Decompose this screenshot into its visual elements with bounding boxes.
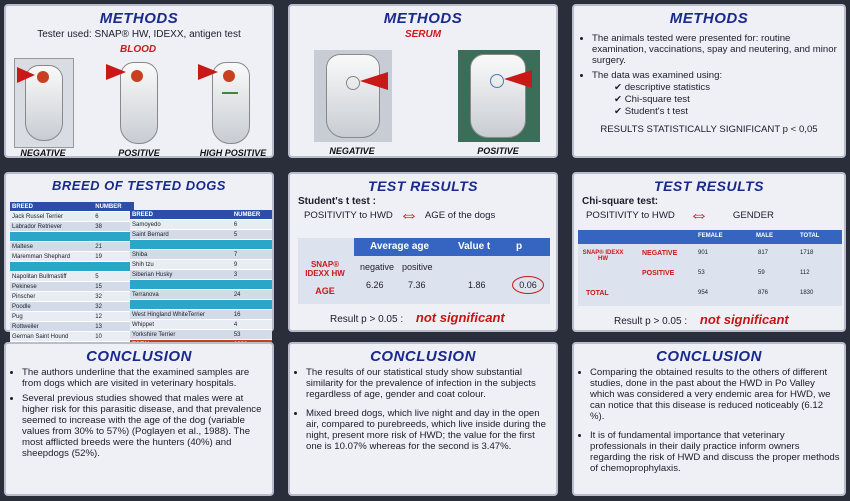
table-cell: Labrador Retriever <box>10 222 93 232</box>
list-item: • Mixed breed dogs, which live night and day in the open air, compared to purebreeds, which live inside during the night, present more risk of HWD; the value for the first one is 10.07% whereas for the second is 3.47%. <box>306 408 552 452</box>
table-row <box>10 312 134 322</box>
conclusion-panel-2 <box>288 342 558 496</box>
table-row <box>130 240 272 250</box>
table-row <box>10 302 134 312</box>
test-photo-negative <box>14 58 74 148</box>
arrow-icon <box>106 64 126 80</box>
table-cell: 19 <box>93 252 134 262</box>
table-cell: 13 <box>93 322 134 332</box>
table-cell: 38 <box>93 222 134 232</box>
table-cell: Whippet <box>130 320 232 330</box>
arrow-icon <box>198 64 218 80</box>
row-label: TOTAL <box>586 290 609 297</box>
comparison: POSITIVITY to HWD ⇔ AGE of the dogs <box>304 204 496 226</box>
double-arrow-icon: ⇔ <box>688 204 709 226</box>
check-icon: ✔ <box>614 94 625 105</box>
table-cell: 21 <box>93 242 134 252</box>
table-row <box>10 212 134 222</box>
list-item: • The animals tested were presented for: routine examination, vaccinations, spay and neutering, and minor surgery. <box>592 33 844 66</box>
table-cell: 10 <box>93 332 134 342</box>
methods-panel-data <box>572 4 846 158</box>
table-row <box>130 320 272 330</box>
list-item: • The results of our statistical study show substantial similarity for the prevalence of infection in the subjects regardless of age, gender and coat colour. <box>306 367 552 400</box>
table-cell: 1830 <box>800 290 814 296</box>
table-row <box>10 282 134 292</box>
label-positive: POSITIVE <box>118 148 160 158</box>
table-row <box>10 272 134 282</box>
list-item: • Several previous studies showed that males were at higher risk for this parasitic disease, and that prevalence seemed to increase with the age of the dog (variable values from 30% to 57%) (Poglayen et al., 1988). The most afflicted breeds were the hunters (40%) and sheepdogs (52%). <box>22 393 268 459</box>
results-table: Average age Value t p SNAP® IDEXX HW AGE negative positive 6.26 7.36 1.86 0.06 <box>298 238 550 304</box>
methods-title: METHODS <box>383 10 463 27</box>
table-cell: Shiba <box>130 250 232 260</box>
table-cell: 53 <box>698 270 705 276</box>
arrow-icon <box>504 70 532 88</box>
double-arrow-icon: ⇔ <box>398 204 419 226</box>
row-label: NEGATIVE <box>642 250 678 257</box>
table-row <box>130 290 272 300</box>
table-cell: 6 <box>93 212 134 222</box>
conclusion-title: CONCLUSION <box>86 348 192 365</box>
table-cell <box>130 300 232 310</box>
blood-label: BLOOD <box>120 44 157 55</box>
table-cell <box>10 232 93 242</box>
table-row <box>10 252 134 262</box>
test-results-title: TEST RESULTS <box>654 178 764 194</box>
check-icon: ✔ <box>614 82 625 93</box>
table-cell <box>93 262 134 272</box>
table-cell <box>232 240 272 250</box>
table-cell: Shih tzu <box>130 260 232 270</box>
table-row <box>130 230 272 240</box>
list-item: ✔ Student's t test <box>614 106 688 117</box>
table-cell <box>93 232 134 242</box>
table-row <box>10 262 134 272</box>
conclusion-bullets <box>292 367 552 452</box>
table-row <box>130 280 272 290</box>
table-cell <box>232 280 272 290</box>
label-high-positive: HIGH POSITIVE <box>199 148 267 158</box>
list-item: ✔ Chi-square test <box>614 94 690 105</box>
table-row <box>130 220 272 230</box>
table-row <box>10 322 134 332</box>
arrow-icon <box>17 67 35 83</box>
test-photo-negative <box>314 50 392 142</box>
label-negative: NEGATIVE <box>20 148 66 158</box>
table-cell: 6 <box>232 220 272 230</box>
table-row <box>130 310 272 320</box>
tester-text: Tester used: SNAP® HW, IDEXX, antigen test <box>37 29 241 40</box>
p-value-circled: 0.06 <box>512 276 544 294</box>
methods-panel-blood <box>4 4 274 158</box>
list-item: • The authors underline that the examined samples are from dogs which are visited in veterinary hospitals. <box>22 367 268 389</box>
list-item: ✔ descriptive statistics <box>614 82 711 93</box>
table-cell: Rottweiler <box>10 322 93 332</box>
table-row <box>10 332 134 342</box>
table-row <box>130 270 272 280</box>
table-cell: 817 <box>758 250 769 256</box>
table-cell: Saint Bernard <box>130 230 232 240</box>
table-cell: 1718 <box>800 250 814 256</box>
methods-bullets <box>578 33 844 81</box>
table-cell: Pekinese <box>10 282 93 292</box>
significance-result: RESULTS STATISTICALLY SIGNIFICANT p < 0,05 <box>600 124 818 135</box>
table-cell: Terranova <box>130 290 232 300</box>
table-cell <box>232 300 272 310</box>
table-cell: 24 <box>232 290 272 300</box>
table-cell: Jack Russel Terrier <box>10 212 93 222</box>
table-cell: German Saint Hound <box>10 332 93 342</box>
chi-table: FEMALE MALE TOTAL SNAP® IDEXX HW NEGATIVE 901 817 1718 POSITIVE 53 59 112 TOTAL 954 876 1830 <box>578 230 842 306</box>
table-cell: West Hingland WhiteTerrier <box>130 310 232 320</box>
table-cell: 59 <box>758 270 765 276</box>
list-item: • Comparing the obtained results to the others of different studies, done in the past about the HWD in Po Valley which was considered a very endemic area for HWD, we can notice that this disease is reduced noticeably (6.12 %). <box>590 367 840 422</box>
test-results-panel-chi <box>572 172 846 332</box>
methods-title: METHODS <box>99 10 179 27</box>
result-line: Result p > 0.05 : not significant <box>614 312 789 327</box>
label-positive: POSITIVE <box>477 146 519 156</box>
table-row <box>10 232 134 242</box>
conclusion-panel-3 <box>572 342 846 496</box>
breed-table-right: BREED NUMBER Samoyedo 6 Saint Bernard 5 Shiba 7 Shih tzu 9 Siberian Husky 3 Terranova 24 West Hingland WhiteTerrier 16 Whippet 4 Yorkshire Terrier 53 <box>130 210 272 350</box>
conclusion-bullets <box>576 367 840 474</box>
table-cell: 12 <box>93 312 134 322</box>
table-row <box>130 260 272 270</box>
test-subtitle: Chi-square test: <box>582 196 659 207</box>
table-cell: Maltese <box>10 242 93 252</box>
table-cell: Samoyedo <box>130 220 232 230</box>
table-cell <box>130 240 232 250</box>
table-cell: 32 <box>93 302 134 312</box>
table-cell: 901 <box>698 250 709 256</box>
table-cell <box>10 262 93 272</box>
breed-panel <box>4 172 274 340</box>
table-cell: Siberian Husky <box>130 270 232 280</box>
conclusion-title: CONCLUSION <box>370 348 476 365</box>
list-item: • It is of fundamental importance that veterinary professionals in their daily practice inform owners regarding the risk of HWD and discuss the proper methods of chemoprophylaxis. <box>590 430 840 474</box>
table-cell: 9 <box>232 260 272 270</box>
test-subtitle: Student's t test : <box>298 196 376 207</box>
checklist <box>574 82 844 118</box>
test-results-title: TEST RESULTS <box>368 178 478 194</box>
row-label: POSITIVE <box>642 270 675 277</box>
table-cell: Poodle <box>10 302 93 312</box>
conclusion-panel-1 <box>4 342 274 496</box>
table-row <box>130 330 272 340</box>
table-row <box>10 242 134 252</box>
test-photo-positive <box>458 50 540 142</box>
table-row <box>130 300 272 310</box>
table-cell: Maremman Shephard <box>10 252 93 262</box>
conclusion-bullets <box>8 367 268 459</box>
table-cell: 53 <box>232 330 272 340</box>
methods-panel-serum <box>288 4 558 158</box>
comparison: POSITIVITY to HWD ⇔ GENDER <box>586 204 774 226</box>
test-results-panel-t <box>288 172 558 332</box>
table-cell: 32 <box>93 292 134 302</box>
table-row <box>130 250 272 260</box>
table-cell: 4 <box>232 320 272 330</box>
table-cell: Pug <box>10 312 93 322</box>
check-icon: ✔ <box>614 106 625 117</box>
list-item: • The data was examined using: <box>592 70 844 81</box>
methods-title: METHODS <box>669 10 749 27</box>
arrow-icon <box>360 72 388 90</box>
table-cell: 3 <box>232 270 272 280</box>
table-cell: 876 <box>758 290 769 296</box>
table-cell: 954 <box>698 290 709 296</box>
table-cell: 5 <box>232 230 272 240</box>
table-row <box>10 222 134 232</box>
table-cell: Pinscher <box>10 292 93 302</box>
table-cell: 112 <box>800 270 810 276</box>
breed-table-left: BREED NUMBER Jack Russel Terrier 6 Labrador Retriever 38 Maltese 21 Maremman Shephard 19 Napolitan Bullmastiff 5 Pekinese 15 Pinscher 32 Poodle 32 Pug 12 Rottweiler 13 German Saint Hound 10 <box>10 202 134 342</box>
table-row <box>10 292 134 302</box>
serum-label: SERUM <box>404 29 442 40</box>
result-line: Result p > 0.05 : not significant <box>330 310 505 325</box>
table-cell: 15 <box>93 282 134 292</box>
test-photo-high-positive <box>204 58 254 146</box>
table-cell: 7 <box>232 250 272 260</box>
table-cell <box>130 280 232 290</box>
label-negative: NEGATIVE <box>329 146 375 156</box>
table-cell: 16 <box>232 310 272 320</box>
test-photo-positive <box>112 58 162 146</box>
breed-title: BREED OF TESTED DOGS <box>52 178 226 193</box>
table-cell: Napolitan Bullmastiff <box>10 272 93 282</box>
conclusion-title: CONCLUSION <box>656 348 762 365</box>
table-cell: 5 <box>93 272 134 282</box>
table-cell: Yorkshire Terrier <box>130 330 232 340</box>
